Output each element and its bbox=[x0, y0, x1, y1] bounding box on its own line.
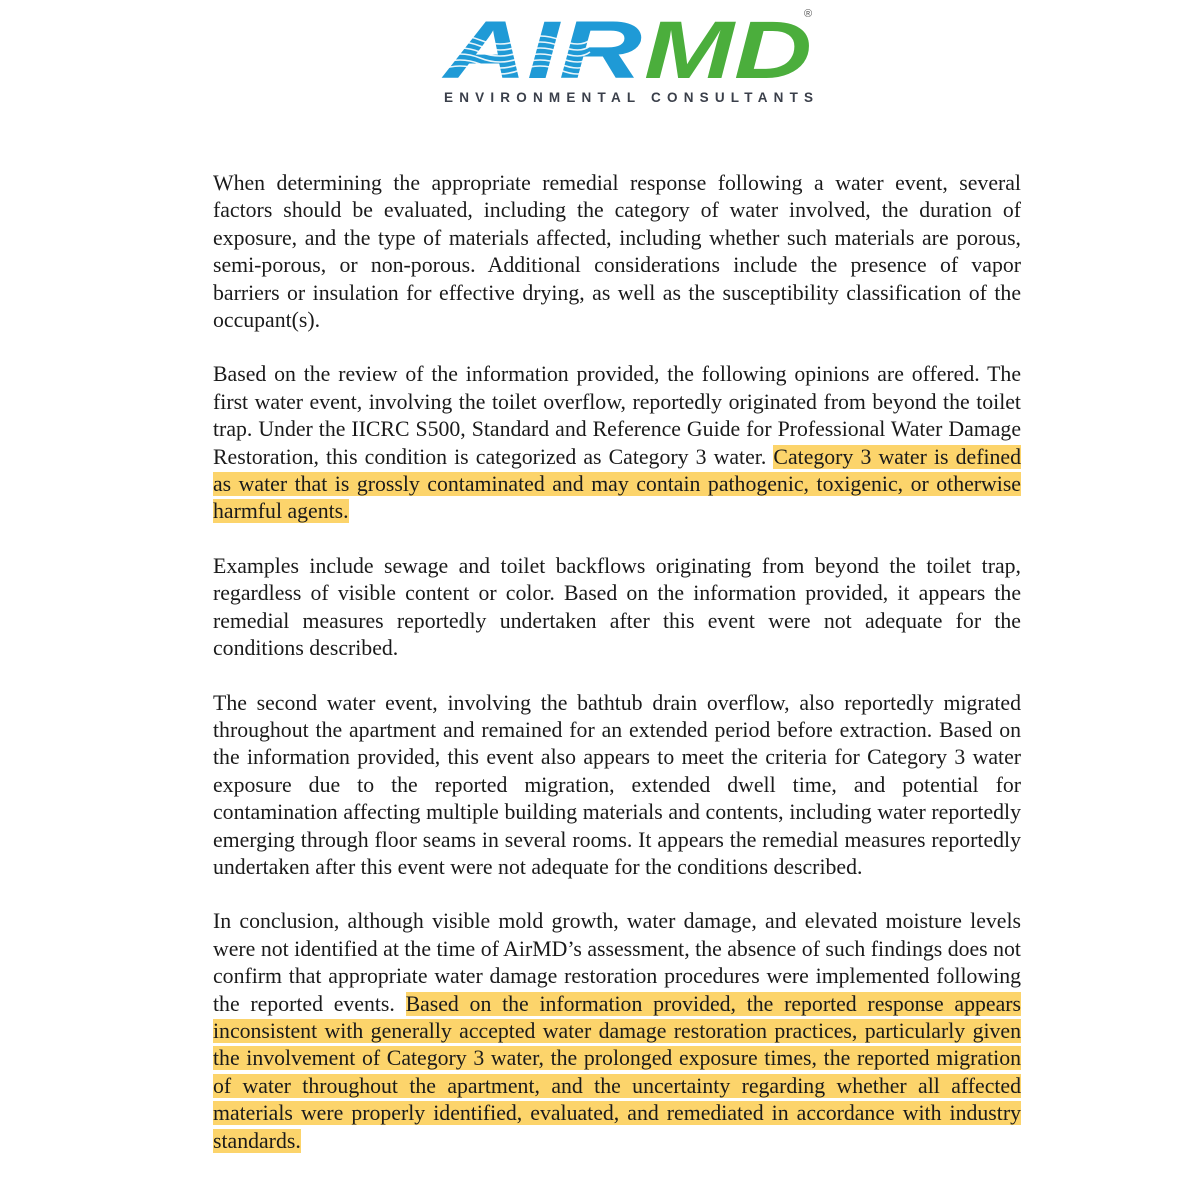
logo-air-text: AIR bbox=[441, 10, 642, 90]
paragraph-text: Examples include sewage and toilet backflows originating from beyond the toilet trap, regardless of visible content or color. Based on the information provided, it appears the remedial measures reportedly undertaken after this event were not adequate for the conditions described. bbox=[213, 553, 1021, 661]
paragraph-first-water-event bbox=[213, 361, 1021, 525]
paragraph-remedial-factors bbox=[213, 170, 1021, 334]
highlighted-text: Based on the information provided, the reported response appears inconsistent with generally accepted water damage restoration practices, particularly given the involvement of Category 3 water, the prolonged exposure times, the reported migration of water throughout the apartment, and the uncertainty regarding whether all affected materials were properly identified, evaluated, and remediated in accordance with industry standards. bbox=[213, 991, 1021, 1153]
paragraph-text: The second water event, involving the bathtub drain overflow, also reportedly migrated throughout the apartment and remained for an extended period before extraction. Based on the information provided, this event also appears to meet the criteria for Category 3 water exposure due to the reported migration, extended dwell time, and potential for contamination affecting multiple building materials and contents, including water reportedly emerging through floor seams in several rooms. It appears the remedial measures reportedly undertaken after this event were not adequate for the conditions described. bbox=[213, 690, 1021, 879]
logo-tagline: ENVIRONMENTAL CONSULTANTS bbox=[444, 90, 820, 105]
registered-mark: ® bbox=[804, 8, 813, 20]
paragraph-text: When determining the appropriate remedial response following a water event, several factors should be evaluated, including the category of water involved, the duration of exposure, and the type of materials affected, including whether such materials are porous, semi-porous, or non-porous. Additional considerations include the presence of vapor barriers or insulation for effective drying, as well as the susceptibility classification of the occupant(s). bbox=[213, 171, 1021, 333]
paragraph-examples bbox=[213, 553, 1021, 663]
company-logo bbox=[440, 10, 820, 110]
highlighted-text: Category 3 water is defined as water that is grossly contaminated and may contain pathogenic, toxigenic, or otherwise harmful agents. bbox=[213, 444, 1021, 524]
paragraph-text: In conclusion, although visible mold growth, water damage, and elevated moisture levels were not identified at the time of AirMD’s assessment, the absence of such findings does not confirm that appropriate water damage restoration procedures were implemented following the reported events. bbox=[213, 909, 1021, 1016]
logo-md-text: MD bbox=[644, 10, 812, 90]
airmd-logo-graphic bbox=[440, 10, 820, 90]
paragraph-second-water-event bbox=[213, 690, 1021, 882]
paragraph-text: Based on the review of the information provided, the following opinions are offered. The first water event, involving the toilet overflow, reportedly originated from beyond the toilet trap. Under the IICRC S500, Standard and Reference Guide for Professional Water Damage Restoration, this condition is categorized as Category 3 water. bbox=[213, 362, 1021, 469]
paragraph-conclusion bbox=[213, 908, 1021, 1155]
document-body bbox=[213, 170, 1021, 1182]
